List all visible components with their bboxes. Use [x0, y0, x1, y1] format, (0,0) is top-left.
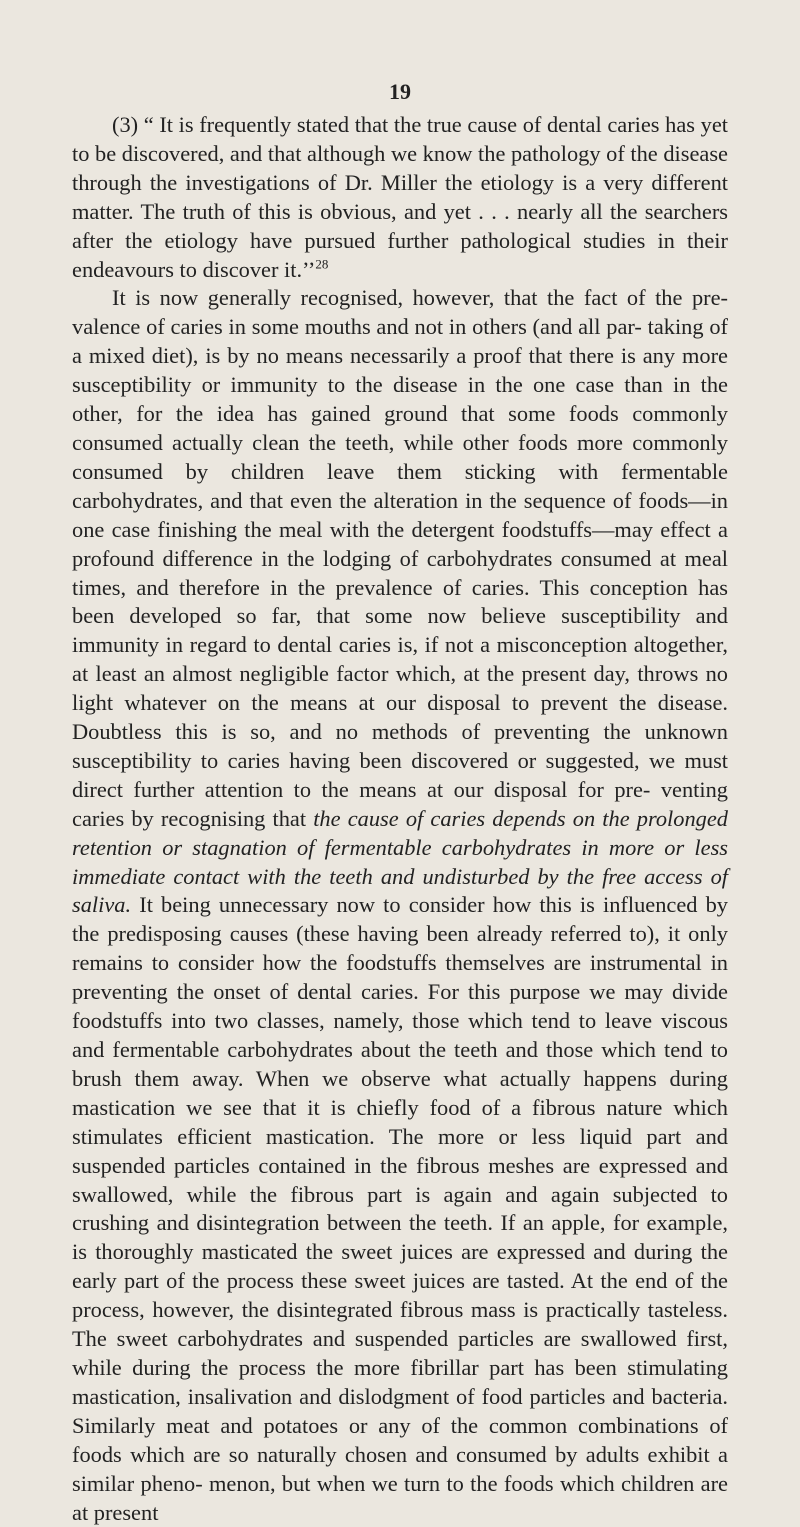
page-number: 19	[389, 79, 411, 104]
italic-emphasis: the cause of caries depends on the prolonged retention or stagnation of fermentable carbohydrates in more or less immediate contact with the teeth and undisturbed by the free access of saliva.	[72, 805, 728, 918]
quote-text: (3) “ It is frequently stated that the true cause of dental caries has yet to be discovered, and that although we know the pathology of the disease through the investigations of Dr. Miller the etiology is a very different matter. The truth of this is obvious, and yet . . . nearly all the searchers after the etiology have pursued further pathological studies in their endeavours to discover it.’’	[72, 112, 728, 282]
body-text	[72, 111, 728, 1527]
footnote-reference: 28	[315, 256, 329, 272]
paragraph-text-part2: It being unnecessary now to consider how this is influenced by the predisposing causes (these having been already referred to), it only remains to consider how the foodstuffs themselves are instrumental in preventing the onset of dental caries. For this purpose we may divide foodstuffs into two classes, namely, those which tend to leave viscous and fermentable carbohydrates about the teeth and those which tend to brush them away. When we observe what actually happens during mastication we see that it is chiefly food of a fibrous nature which stimulates efficient mastication. The more or less liquid part and suspended particles contained in the fibrous meshes are expressed and swallowed, while the fibrous part is again and again subjected to crushing and disintegration between the teeth. If an apple, for example, is thoroughly masticated the sweet juices are expressed and during the early part of the process these sweet juices are tasted. At the end of the process, however, the disintegrated fibrous mass is practically tasteless. The sweet carbohydrates and suspended particles are swallowed first, while during the process the more fibrillar part has been stimulating mastication, insalivation and dislodgment of food particles and bacteria. Similarly meat and potatoes or any of the common combinations of foods which are so naturally chosen and consumed by adults exhibit a similar pheno- menon, but when we turn to the foods which children are at present	[72, 892, 728, 1525]
paragraph-text-part1: It is now generally recognised, however, that the fact of the pre- valence of caries in some mouths and not in others (and all par- taking of a mixed diet), is by no means necessarily a proof that there is any more susceptibility or immunity to the disease in the one case than in the other, for the idea has gained ground that some foods commonly consumed actually clean the teeth, while other foods more commonly consumed by children leave them sticking with fermentable carbohydrates, and that even the alteration in the sequence of foods—in one case finishing the meal with the detergent foodstuffs—may effect a profound difference in the lodging of carbohydrates consumed at meal times, and therefore in the prevalence of caries. This conception has been developed so far, that some now believe susceptibility and immunity in regard to dental caries is, if not a misconception altogether, at least an almost negligible factor which, at the present day, throws no light whatever on the means at our disposal to prevent the disease. Doubtless this is so, and no methods of preventing the unknown susceptibility to caries having been discovered or suggested, we must direct further attention to the means at our disposal for pre- venting caries by recognising that	[72, 285, 728, 831]
quoted-paragraph	[72, 111, 728, 284]
main-paragraph	[72, 284, 728, 1527]
